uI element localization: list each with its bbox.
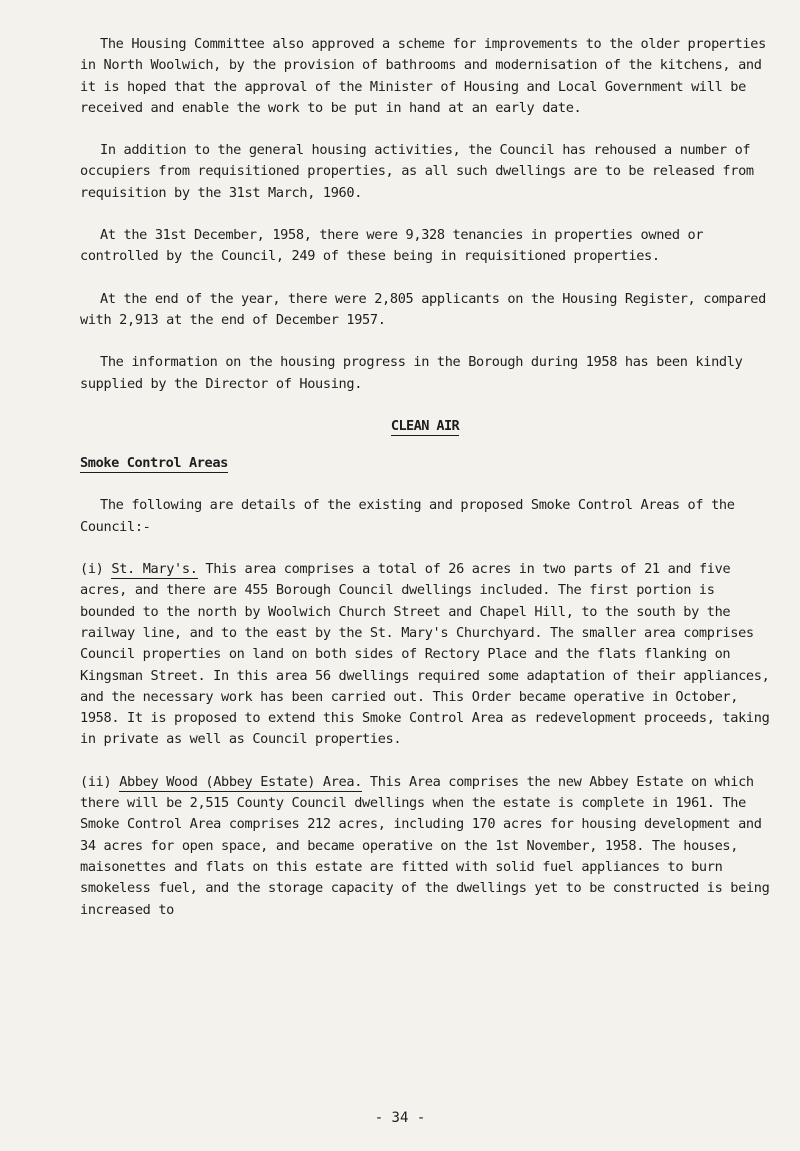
subheading-text: Smoke Control Areas bbox=[80, 455, 228, 472]
section-heading bbox=[80, 416, 770, 437]
item-text: This area comprises a total of 26 acres in two parts of 21 and five acres, and there are 455 Borough Council dwellings included. The first portion is bounded to the north by Woolwich Church Street and Chapel Hill, to the south by the railway line, and to the east by the St. Mary's Churchyard. The smaller area comprises Council properties on land on both sides of Rectory Place and the flats flanking on Kingsman Street. In this area 56 dwellings required some adaptation of their appliances, and the necessary work has been carried out. This Order became operative in October, 1958. It is proposed to extend this Smoke Control Area as redevelopment proceeds, taking in private as well as Council properties. bbox=[80, 561, 770, 748]
item-text: This Area comprises the new Abbey Estate on which there will be 2,515 County Council dwellings when the estate is complete in 1961. The Smoke Control Area comprises 212 acres, including 170 acres for housing development and 34 acres for open space, and became operative on the 1st November, 1958. The houses, maisonettes and flats on this estate are fitted with solid fuel appliances to burn smokeless fuel, and the storage capacity of the dwellings yet to be constructed is being increased to bbox=[80, 773, 770, 918]
paragraph-rehousing: In addition to the general housing activities, the Council has rehoused a number of occupiers from requisitioned properties, as all such dwellings are to be released from requisition by the 31st March, 1960. bbox=[80, 142, 754, 201]
subheading bbox=[80, 453, 770, 474]
paragraph-applicants: At the end of the year, there were 2,805 applicants on the Housing Register, compared with 2,913 at the end of December 1957. bbox=[80, 290, 766, 328]
item-title: St. Mary's. bbox=[111, 561, 198, 578]
item-number: (ii) bbox=[80, 773, 112, 790]
item-title: Abbey Wood (Abbey Estate) Area. bbox=[119, 773, 363, 790]
section-heading-text: CLEAN AIR bbox=[390, 417, 460, 434]
list-item-st-marys bbox=[80, 559, 770, 751]
paragraph-information: The information on the housing progress in the Borough during 1958 has been kindly supplied by the Director of Housing. bbox=[80, 354, 743, 392]
document-page bbox=[80, 34, 770, 942]
list-item-abbey-wood bbox=[80, 772, 770, 921]
page-number: - 34 - bbox=[374, 1110, 426, 1126]
item-number: (i) bbox=[80, 561, 104, 578]
paragraph-tenancies: At the 31st December, 1958, there were 9,328 tenancies in properties owned or controlled by the Council, 249 of these being in requisitioned properties. bbox=[80, 227, 704, 265]
paragraph-improvements: The Housing Committee also approved a scheme for improvements to the older properties in North Woolwich, by the provision of bathrooms and modernisation of the kitchens, and it is hoped that the approval of the Minister of Housing and Local Government will be received and enable the work to be put in hand at an early date. bbox=[80, 36, 766, 116]
paragraph-intro: The following are details of the existing and proposed Smoke Control Areas of the Council:- bbox=[80, 497, 735, 535]
